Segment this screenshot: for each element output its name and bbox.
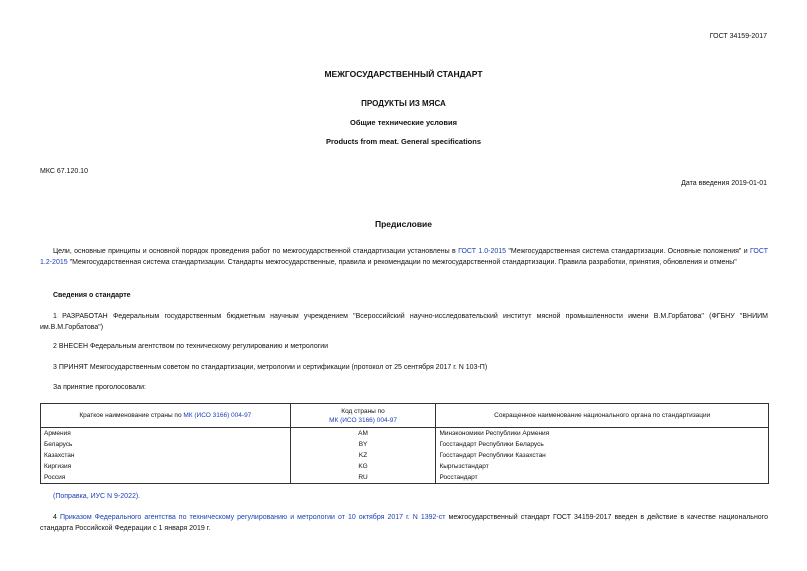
amendment-note	[40, 491, 768, 502]
order-link[interactable]: Приказом Федерального агентства по техническому регулированию и метрологии от 10 октября 2017 г. N 1392-ст	[59, 514, 446, 521]
document-title: МЕЖГОСУДАРСТВЕННЫЙ СТАНДАРТ	[324, 69, 483, 79]
goals-text-3: "Межгосударственная система стандартизации. Стандарты межгосударственные, правила и рекомендации по межгосударственной стандартизации. Правила разработки, принятия, обновления и отмены"	[67, 259, 737, 266]
order-text: межгосударственный стандарт ГОСТ 34159-2017 введен в действие в качестве национального стандарта Российской Федерации с 1 января 2019 г.	[40, 514, 768, 532]
body-cell: Росстандарт	[436, 472, 769, 484]
document-code: ГОСТ 34159-2017	[709, 33, 767, 40]
developed-by-paragraph: 1 РАЗРАБОТАН Федеральным государственным бюджетным научным учреждением "Всероссийский научно-исследовательский институт мясной промышленности имени В.М.Горбатова" (ФГБНУ "ВНИИМ им.В.М.Горбатова")	[40, 313, 768, 331]
country-cell: Россия	[41, 472, 291, 484]
order-prefix: 4	[53, 514, 60, 521]
preface-title: Предисловие	[374, 219, 433, 229]
order-paragraph	[40, 512, 768, 534]
mks-code: МКС 67.120.10	[40, 168, 88, 175]
gost-1-0-link[interactable]: ГОСТ 1.0-2015	[458, 248, 507, 255]
code-cell: KZ	[290, 450, 436, 461]
english-title: Products from meat. General specifications	[325, 137, 482, 146]
table-row	[41, 472, 769, 484]
submitted-by-paragraph: 2 ВНЕСЕН Федеральным агентством по техническому регулированию и метрологии	[53, 343, 329, 350]
voted-for-label: За принятие проголосовали:	[53, 384, 146, 391]
table-row	[41, 428, 769, 440]
country-code-header	[290, 404, 436, 428]
country-cell: Армения	[41, 428, 291, 440]
country-cell: Киргизия	[41, 461, 291, 472]
countries-table	[40, 403, 769, 484]
goals-text-2: "Межгосударственная система стандартизации. Основные положения" и	[506, 248, 751, 255]
amendment-open: (	[53, 493, 56, 500]
amendment-link[interactable]: Поправка	[55, 493, 87, 500]
body-cell: Госстандарт Республики Казахстан	[436, 450, 769, 461]
mk-iso-code-link[interactable]: МК (ИСО 3166) 004-97	[329, 416, 398, 424]
gost-1-2-link[interactable]: ГОСТ 1.2-2015	[40, 248, 768, 266]
body-cell: Госстандарт Республики Беларусь	[436, 439, 769, 450]
national-body-header: Сокращенное наименование национального органа по стандартизации	[436, 404, 769, 428]
code-cell: BY	[290, 439, 436, 450]
adopted-by-paragraph: 3 ПРИНЯТ Межгосударственным советом по стандартизации, метрологии и сертификации (протокол от 25 сентября 2017 г. N 103-П)	[53, 364, 488, 371]
body-cell: Минэкономики Республики Армения	[436, 428, 769, 440]
table-row	[41, 439, 769, 450]
goals-paragraph	[40, 246, 768, 268]
country-cell: Казахстан	[41, 450, 291, 461]
table-header-row	[41, 404, 769, 428]
code-cell: RU	[290, 472, 436, 484]
code-cell: KG	[290, 461, 436, 472]
mk-iso-link[interactable]: МК (ИСО 3166) 004-97	[183, 412, 252, 419]
amendment-rest: , ИУС N 9-2022).	[86, 493, 141, 500]
intro-date: Дата введения 2019-01-01	[681, 180, 767, 187]
goals-text-1: Цели, основные принципы и основной порядок проведения работ по межгосударственной стандартизации установлены в	[53, 248, 459, 255]
body-cell: Кыргызстандарт	[436, 461, 769, 472]
table-row	[41, 461, 769, 472]
country-name-header-text: Краткое наименование страны по	[79, 412, 184, 419]
country-cell: Беларусь	[41, 439, 291, 450]
table-row	[41, 450, 769, 461]
country-code-header-text: Код страны по	[341, 407, 385, 415]
code-cell: AM	[290, 428, 436, 440]
subtitle: Общие технические условия	[350, 118, 457, 127]
standard-info-heading: Сведения о стандарте	[53, 292, 131, 299]
product-title: ПРОДУКТЫ ИЗ МЯСА	[361, 99, 446, 108]
country-name-header	[41, 404, 291, 428]
